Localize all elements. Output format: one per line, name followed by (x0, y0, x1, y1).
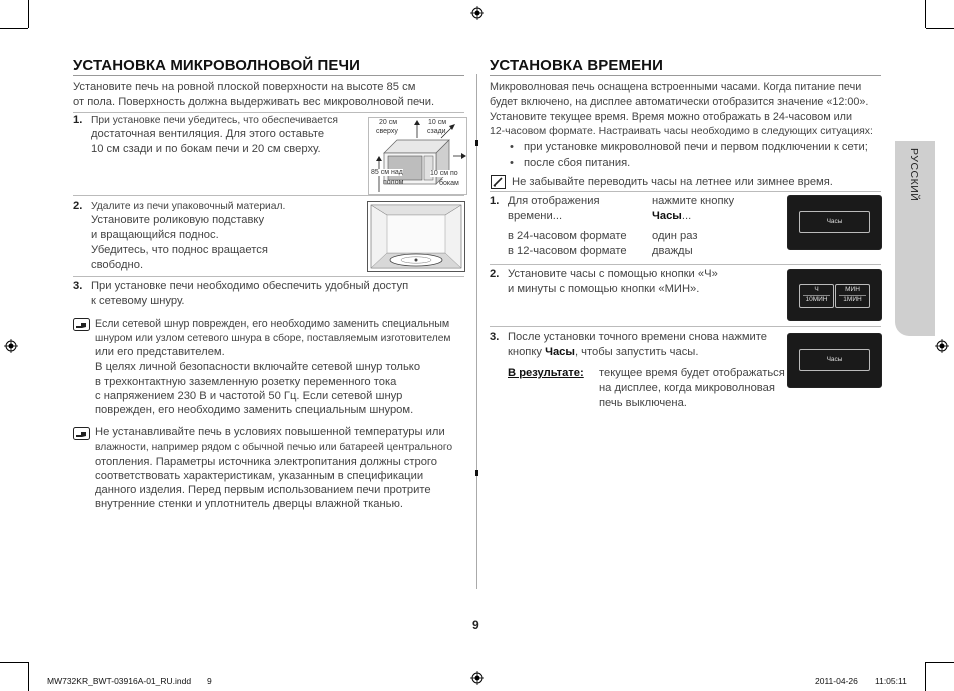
divider-tick (475, 140, 478, 146)
intro-line: 12-часовом формате. Настраивать часы необходимо в следующих ситуациях: (490, 125, 873, 137)
note-text: В целях личной безопасности включайте сетевой шнур только (95, 361, 421, 373)
note-hand-icon (73, 427, 90, 440)
registration-mark-icon (935, 339, 949, 353)
step-text: времени... (508, 210, 563, 222)
pencil-note-icon (491, 175, 506, 189)
bullet-text: после сбоя питания. (524, 157, 631, 169)
intro-line: Микроволновая печь оснащена встроенными часами. Когда питание печи (490, 81, 862, 93)
turntable-diagram (367, 201, 465, 272)
crop-mark (925, 662, 926, 691)
note-text: данного изделия. Перед первым использованием печи протрите (95, 484, 431, 496)
divider-tick (475, 470, 478, 476)
step-text: дважды (652, 245, 693, 257)
step-text: свободно. (91, 259, 144, 271)
step-text: достаточная вентиляция. Для этого оставьте (91, 128, 325, 140)
step-divider (73, 276, 464, 277)
diagram-label-floor: полом (383, 179, 404, 186)
note-text: отопления. Параметры источника электропитания должны строго (95, 456, 437, 468)
hour-button-sublabel: 10МИН (805, 296, 828, 303)
crop-mark (926, 28, 954, 29)
step-number: 2. (490, 268, 500, 280)
hour-button[interactable] (799, 284, 834, 308)
clock-button-ref: Часы (652, 210, 682, 222)
result-label: В результате: (508, 367, 584, 379)
clock-button-ref: Часы (545, 346, 575, 358)
time-buttons-panel (787, 269, 882, 321)
step-number: 2. (73, 200, 83, 212)
intro-line: Установите печь на ровной плоской поверхности на высоте 85 см (73, 81, 416, 93)
step-text: При установке печи необходимо обеспечить удобный доступ (91, 280, 409, 292)
footer-date: 2011-04-26 (815, 676, 858, 686)
hour-button-label: Ч (814, 286, 819, 293)
step-text: Установите часы с помощью кнопки «Ч» (508, 268, 718, 280)
note-text: шнуром или узлом сетевого шнура в сборе, поставляемым изготовителем (95, 333, 451, 344)
step-divider (490, 264, 881, 265)
section-title-installation: УСТАНОВКА МИКРОВОЛНОВОЙ ПЕЧИ (73, 57, 360, 74)
clock-button-label: Часы (826, 218, 843, 225)
clock-button[interactable] (799, 349, 870, 371)
diagram-label-back: 10 см (428, 119, 447, 126)
result-text: печь выключена. (599, 397, 687, 409)
registration-mark-icon (470, 6, 484, 20)
result-text: текущее время будет отображаться (599, 367, 785, 379)
bullet-text: при установке микроволновой печи и первом подключении к сети; (524, 141, 868, 153)
crop-mark (28, 662, 29, 691)
step-text: 10 см сзади и по бокам печи и 20 см сверху. (91, 143, 321, 155)
step-text: в 12-часовом формате (508, 245, 627, 257)
diagram-label-side: бокам (439, 180, 459, 187)
note-text: поврежден, его необходимо заменить специальным шнуром. (95, 404, 414, 416)
step-text: кнопку Часы, чтобы запустить часы. (508, 346, 699, 358)
title-rule (73, 75, 464, 76)
step-text: Установите роликовую подставку (91, 214, 265, 226)
step-text: Удалите из печи упаковочный материал. (91, 201, 286, 212)
step-text: и вращающийся поднос. (91, 229, 219, 241)
clock-button[interactable] (799, 211, 870, 233)
intro-line: от пола. Поверхность должна выдерживать вес микроволновой печи. (73, 96, 435, 108)
minute-button-label: МИН (845, 286, 860, 293)
note-hand-icon (73, 318, 90, 331)
step-text: нажмите кнопку (652, 195, 735, 207)
clock-button-panel (787, 333, 882, 388)
note-text: Если сетевой шнур поврежден, его необходимо заменить специальным (95, 318, 450, 330)
note-text: влажности, например рядом с обычной печью или батареей центрального (95, 442, 453, 453)
step-text: Часы... (652, 210, 692, 222)
step-divider (490, 191, 881, 192)
crop-mark (925, 0, 926, 28)
footer-file: MW732KR_BWT-03916A-01_RU.indd (47, 676, 192, 686)
step-number: 3. (490, 331, 500, 343)
step-divider (73, 195, 464, 196)
note-text: Не забывайте переводить часы на летнее или зимнее время. (512, 176, 833, 188)
diagram-label-top: сверху (376, 128, 398, 135)
clock-button-panel (787, 195, 882, 250)
intro-line: Установите текущее время. Время можно отображать в 24-часовом или (490, 111, 853, 123)
oven-interior-icon (367, 201, 465, 272)
step-number: 1. (490, 195, 500, 207)
step-number: 1. (73, 114, 83, 126)
clock-button-label: Часы (826, 356, 843, 363)
result-text: на дисплее, когда микроволновая (599, 382, 775, 394)
step-number: 3. (73, 280, 83, 292)
step-text: После установки точного времени снова нажмите (508, 331, 767, 343)
note-text: с напряжением 230 В и частотой 50 Гц. Если сетевой шнур (95, 390, 403, 402)
registration-mark-icon (470, 671, 484, 685)
note-text: Не устанавливайте печь в условиях повышенной температуры или (95, 426, 445, 438)
registration-mark-icon (4, 339, 18, 353)
language-tab-label: РУССКИЙ (908, 148, 920, 202)
step-text: один раз (652, 230, 698, 242)
step-text: При установке печи убедитесь, что обеспечивается (91, 115, 338, 126)
note-text: или его представителем. (95, 346, 225, 358)
step-divider (490, 326, 881, 327)
diagram-label-back: сзади (427, 128, 446, 135)
footer-time: 11:05:11 (875, 676, 907, 686)
step-text: Убедитесь, что поднос вращается (91, 244, 268, 256)
page-number: 9 (472, 618, 479, 632)
step-text: и минуты с помощью кнопки «МИН». (508, 283, 700, 295)
diagram-label-floor: 85 см над (371, 169, 403, 176)
intro-line: будет включено, на дисплее автоматически отобразится значение «12:00». (490, 96, 869, 108)
step-text: Для отображения (508, 195, 600, 207)
note-text: в трехконтактную заземленную розетку переменного тока (95, 376, 397, 388)
title-rule (490, 75, 881, 76)
diagram-label-side: 10 см по (430, 170, 458, 177)
crop-mark (0, 662, 28, 663)
note-text: соответствовать характеристикам, указанным в спецификации (95, 470, 424, 482)
section-title-clock: УСТАНОВКА ВРЕМЕНИ (490, 57, 663, 74)
crop-mark (0, 28, 28, 29)
crop-mark (926, 662, 954, 663)
minute-button[interactable] (835, 284, 870, 308)
step-text: к сетевому шнуру. (91, 295, 185, 307)
note-text: внутренние стенки и уплотнитель дверцы влажной тканью. (95, 498, 403, 510)
ventilation-diagram (368, 117, 467, 195)
diagram-label-top: 20 см (379, 119, 398, 126)
bullet-marker: • (510, 157, 514, 169)
step-text: в 24-часовом формате (508, 230, 627, 242)
minute-button-sublabel: 1МИН (843, 296, 862, 303)
bullet-marker: • (510, 141, 514, 153)
crop-mark (28, 0, 29, 28)
footer-page: 9 (207, 676, 212, 686)
column-divider (476, 74, 477, 589)
